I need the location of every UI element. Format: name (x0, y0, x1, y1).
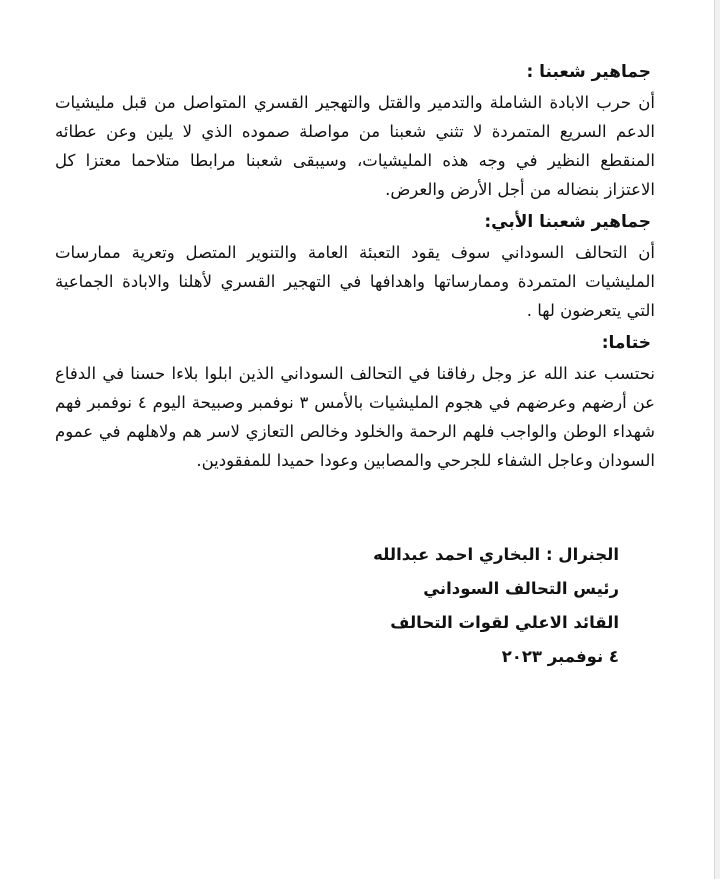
section-heading: جماهير شعبنا : (526, 62, 651, 82)
section-paragraph: نحتسب عند الله عز وجل رفاقنا في التحالف السوداني الذين ابلوا بلاءا حسنا في الدفاع عن أرضهم وعرضهم في هجوم المليشيات بالأمس ٣ نوفمبر وصبيحة اليوم ٤ نوفمبر فهم شهداء الوطن والواجب فلهم الرحمة والخلود وخالص التعازي لاسر هم ولاهلهم في عموم السودان وعاجل الشفاء للجرحي والمصابين وعودا حميدا للمفقودين. (55, 364, 655, 470)
signatory-role: القائد الاعلي لقوات التحالف (390, 613, 619, 632)
signature-block (55, 538, 655, 674)
signatory-title: رئيس التحالف السوداني (423, 579, 619, 598)
section-paragraph: أن حرب الابادة الشاملة والتدمير والقتل والتهجير القسري المتواصل من قبل مليشيات الدعم السريع المتمردة لا تثني شعبنا من مواصلة صموده الذي لا يلين وعن عطائه المنقطع النظير في وجه هذه المليشيات، وسيبقى شعبنا مرابطا متلاحما معتزا كل الاعتزاز بنضاله من أجل الأرض والعرض. (55, 93, 655, 199)
statement-body (55, 56, 655, 475)
document-date: ٤ نوفمبر ٢٠٢٣ (501, 647, 619, 666)
section-paragraph: أن التحالف السوداني سوف يقود التعبئة العامة والتنوير المتصل وتعرية ممارسات المليشيات المتمردة وممارساتها واهدافها في التهجير القسري لأهلنا والابادة الجماعية التي يتعرضون لها . (55, 243, 655, 320)
section-heading: ختاما: (601, 333, 651, 353)
section-heading: جماهير شعبنا الأبي: (484, 212, 651, 232)
signatory-name: الجنرال : البخاري احمد عبدالله (373, 545, 619, 564)
